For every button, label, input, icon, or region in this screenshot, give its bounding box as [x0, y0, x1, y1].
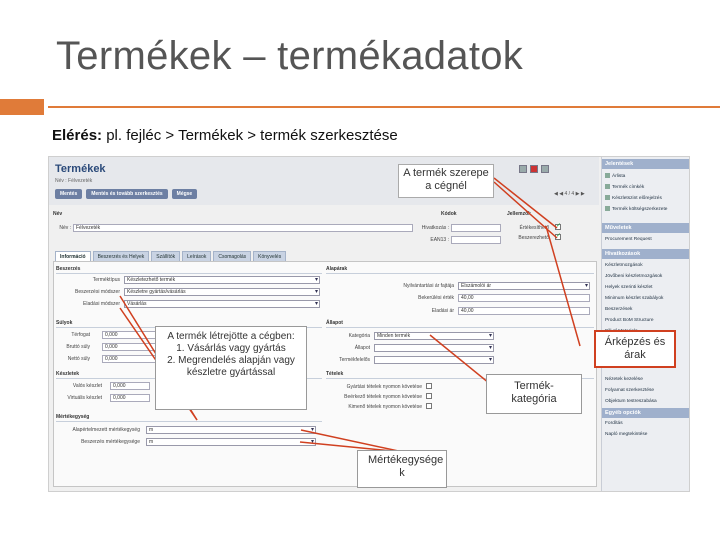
state-label: Állapot [354, 345, 370, 351]
report-pricelist[interactable] [605, 173, 625, 179]
net-weight-label: Nettó súly [67, 356, 90, 362]
report-labels[interactable] [605, 184, 644, 190]
form-view-icon[interactable] [530, 165, 538, 173]
link-procurements[interactable]: Beszerzések [605, 307, 633, 312]
volume-input[interactable]: 0,000 [102, 331, 162, 339]
real-stock-value: 0,000 [110, 382, 150, 390]
category-select[interactable]: Minden termék ▾ [374, 332, 494, 340]
link-bom-structure[interactable]: Product BoM Structure [605, 318, 654, 323]
tab-descriptions[interactable]: Leírások [182, 251, 211, 262]
uom-select[interactable]: m ▾ [146, 426, 316, 434]
status-header: Állapot [326, 320, 343, 326]
divider [326, 273, 594, 274]
origin-text: A termék létrejötte a cégben: 1. Vásárlás vagy gyártás 2. Megrendelés alapján vagy készletre gyártással [167, 331, 295, 378]
report-icon [605, 173, 610, 178]
access-path [52, 127, 398, 144]
price-basis-select[interactable]: Elszámolói ár ▾ [458, 282, 590, 290]
purchasable-label: Beszerezhető [518, 235, 549, 241]
product-type-select[interactable]: Készletezhető termék ▾ [124, 276, 320, 284]
virtual-stock-label: Virtuális készlet [67, 395, 102, 401]
reports-header: Jelentések [602, 159, 690, 169]
price-basis-label: Nyilvántartási ár fajtája [403, 283, 454, 289]
cancel-button[interactable]: Mégse [172, 189, 198, 199]
gross-weight-input[interactable]: 0,000 [102, 343, 162, 351]
stock-header: Készletek [56, 371, 80, 377]
save-and-continue-button[interactable]: Mentés és tovább szerkesztés [86, 189, 167, 199]
weights-header: Súlyok [56, 320, 73, 326]
other-options-header: Egyéb opciók [602, 408, 690, 418]
sale-method-label: Eladási módszer [83, 301, 120, 307]
report-icon [605, 184, 610, 189]
ean-input[interactable] [451, 236, 501, 244]
sale-price-input[interactable]: 40,00 [458, 307, 590, 315]
category-label: Kategória [348, 333, 370, 339]
callout-uom: Mértékegysége k [357, 450, 447, 488]
list-view-icon[interactable] [519, 165, 527, 173]
sale-method-select[interactable]: Vásárlás ▾ [124, 300, 320, 308]
track-outgoing-checkbox[interactable] [426, 403, 432, 409]
action-procurement-request[interactable]: Procurement Request [605, 237, 652, 242]
uom-purchase-select[interactable]: m ▾ [146, 438, 316, 446]
supply-method-label: Beszerzési módszer [74, 289, 120, 295]
divider [326, 327, 594, 328]
track-outgoing-label: Kimenő tételek nyomon követése [348, 404, 422, 410]
uom-label: Alapértelmezett mértékegység [72, 427, 140, 433]
sellable-checkbox[interactable] [555, 224, 561, 230]
callout-category: Termék-kategória [486, 374, 582, 414]
report-label: Termék költségszerkezete [612, 206, 668, 212]
toolbar [49, 157, 599, 205]
reference-label: Hivatkozás : [421, 225, 449, 231]
gross-weight-label: Bruttó súly [66, 344, 90, 350]
report-icon [605, 195, 610, 200]
record-subtitle: Név : Félvezeték [55, 178, 93, 184]
purchasable-checkbox[interactable] [555, 234, 561, 240]
actions-header: Műveletek [602, 223, 690, 233]
save-button[interactable]: Mentés [55, 189, 82, 199]
net-weight-input[interactable]: 0,000 [102, 355, 162, 363]
report-forecast[interactable] [605, 195, 662, 201]
links-header: Hivatkozások [602, 249, 690, 259]
tab-procurement-locations[interactable]: Beszerzés és Helyek [93, 251, 150, 262]
report-label: Árlista [612, 173, 626, 179]
manager-label: Termékfelelős [339, 357, 370, 363]
page-title: Termékek [55, 163, 106, 175]
link-stock-by-location[interactable]: Helyek szerinti készlet [605, 285, 653, 290]
track-incoming-checkbox[interactable] [426, 393, 432, 399]
product-type-label: Terméktípus [92, 277, 120, 283]
codes-section-header: Kódok [441, 211, 457, 217]
action-buttons [55, 189, 197, 199]
reference-input[interactable] [451, 224, 501, 232]
sale-price-label: Eladási ár [431, 308, 454, 314]
sellable-label: Értékesíthető [519, 225, 549, 231]
divider [56, 421, 322, 422]
erp-screenshot [48, 156, 690, 492]
title-accent-line [48, 106, 720, 108]
divider [56, 273, 322, 274]
track-incoming-label: Beérkező tételek nyomon követése [344, 394, 422, 400]
access-label: Elérés: [52, 127, 103, 144]
uom-header: Mértékegység [56, 414, 90, 420]
track-production-label: Gyártási tételek nyomon követése [346, 384, 422, 390]
tab-packaging[interactable]: Csomagolás [213, 251, 251, 262]
tab-accounting[interactable]: Könyvelés [253, 251, 286, 262]
record-pager[interactable]: ◀ ◀ 4 / 4 ▶ ▶ [554, 191, 585, 197]
slide-title: Termékek – termékadatok [56, 34, 524, 78]
callout-product-origin [155, 326, 307, 410]
report-label: Készletszint előrejelzés [612, 195, 662, 201]
virtual-stock-value: 0,000 [110, 394, 150, 402]
manager-select[interactable] [374, 356, 494, 364]
track-production-checkbox[interactable] [426, 383, 432, 389]
tab-suppliers[interactable]: Szállítók [151, 251, 180, 262]
link-translate[interactable]: Fordítás [605, 421, 623, 426]
right-sidebar [601, 157, 690, 492]
link-manage-views[interactable]: Nézetek kezelése [605, 377, 643, 382]
purchase-price-input[interactable]: 40,00 [458, 294, 590, 302]
volume-label: Térfogat [71, 332, 90, 338]
prices-header: Alapárak [326, 266, 348, 272]
link-edit-workflow[interactable]: Folyamat szerkesztése [605, 388, 655, 393]
link-view-log[interactable]: Napló megtekintése [605, 432, 648, 437]
tracking-header: Tételek [326, 371, 344, 377]
access-path-text: pl. fejléc > Termékek > termék szerkesztése [106, 127, 398, 144]
tab-information[interactable]: Információ [55, 251, 91, 262]
link-stock-moves[interactable]: Készletmozgások [605, 263, 643, 268]
link-future-moves[interactable]: Jövőbeni készletmozgások [605, 274, 663, 279]
callout-pricing: Árképzés és árak [594, 330, 676, 368]
uom-purchase-label: Beszerzés mértékegysége [81, 439, 140, 445]
title-accent-block [0, 99, 44, 115]
supply-method-select[interactable]: Készletre gyártás/vásárlás ▾ [124, 288, 320, 296]
calendar-view-icon[interactable] [541, 165, 549, 173]
report-label: Termék címkék [612, 184, 645, 190]
report-icon [605, 206, 610, 211]
flags-section-header: Jellemzők [507, 211, 531, 217]
name-section-header: Név [53, 211, 63, 217]
report-cost-structure[interactable] [605, 206, 667, 212]
real-stock-label: Valós készlet [72, 383, 102, 389]
state-select[interactable] [374, 344, 494, 352]
view-switcher [519, 165, 549, 173]
link-minimum-stock-rules[interactable]: Minimum készlet szabályok [605, 296, 664, 301]
link-customize-object[interactable]: Objektum testreszabása [605, 399, 657, 404]
procurement-header: Beszerzés [56, 266, 81, 272]
ean-label: EAN13 : [430, 237, 449, 243]
callout-product-role: A termék szerepe a cégnél [398, 164, 494, 198]
name-input[interactable]: Félvezeték [73, 224, 413, 232]
name-label: Név : [59, 225, 71, 231]
purchase-price-label: Bekerülési érték [418, 295, 454, 301]
